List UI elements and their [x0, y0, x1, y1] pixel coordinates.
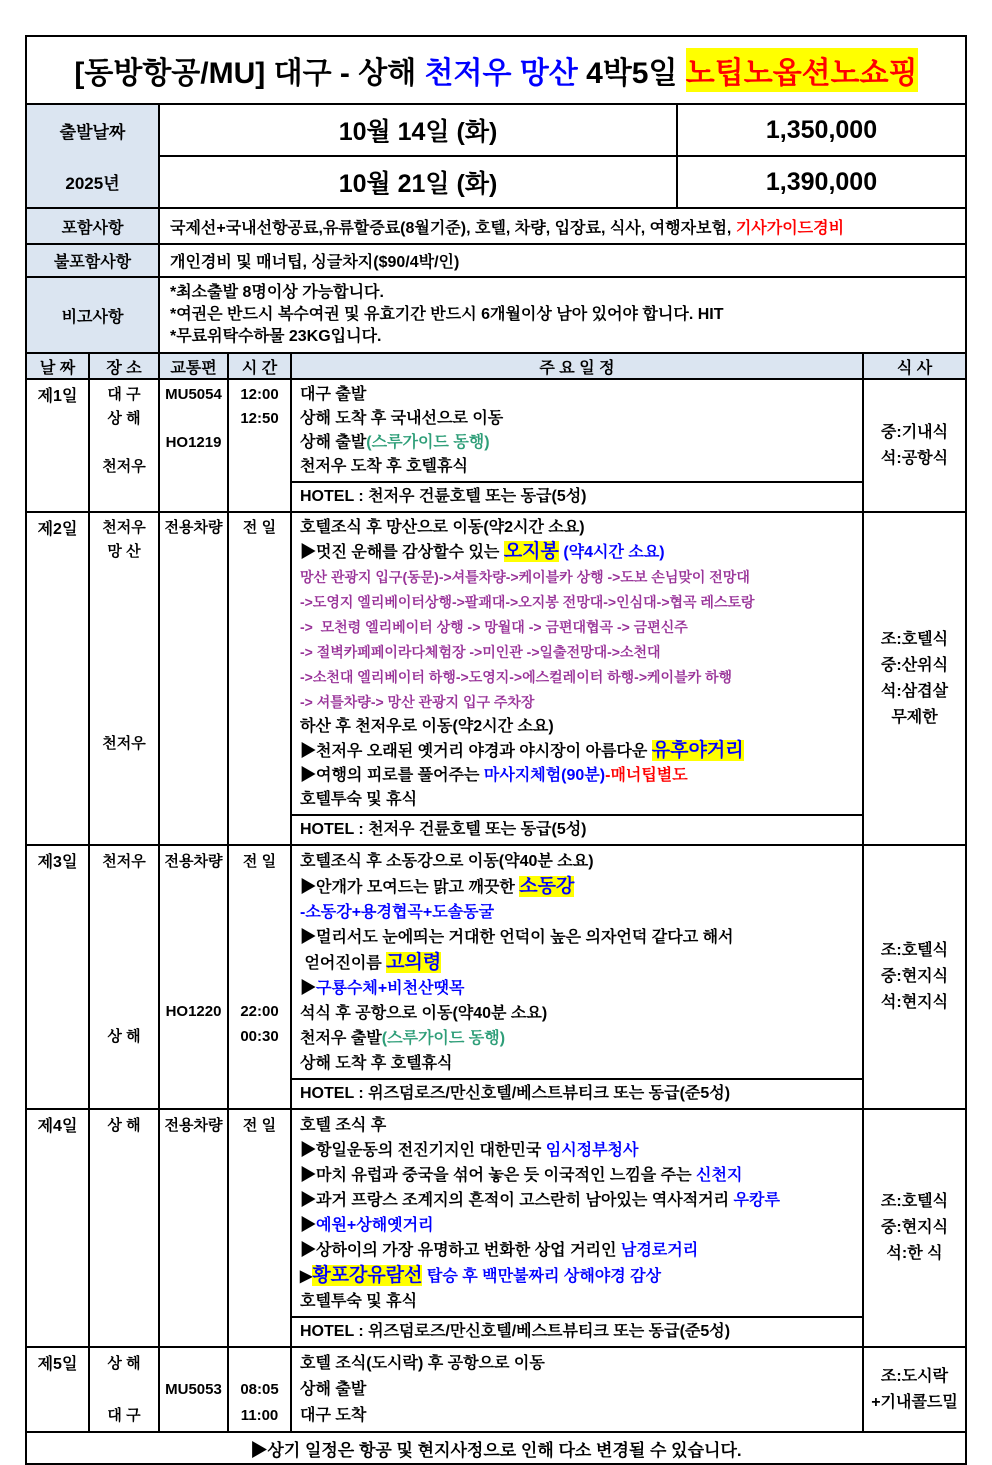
day-itinerary — [292, 846, 862, 1078]
departure-row — [160, 157, 965, 207]
cell-line: 11:00 — [240, 1407, 279, 1424]
cell-line: 조:호텔식 — [880, 630, 949, 648]
text-segment: -> 셔틀차량-> 망산 관광지 입구 주차장 — [300, 694, 535, 710]
itinerary-line — [300, 615, 862, 640]
day-meals — [864, 1348, 965, 1431]
cell-line: 22:00 — [240, 1003, 279, 1020]
itinerary-line — [300, 431, 862, 455]
day-label: 제1일 — [27, 380, 90, 511]
cell-line: 전용차량 — [164, 853, 223, 870]
day-itinerary-cell — [292, 1348, 864, 1431]
itinerary-line — [300, 1001, 862, 1026]
text-segment: 대구 출발 — [300, 386, 367, 403]
note-line: *여권은 반드시 복수여권 및 유효기간 반드시 6개월이상 남아 있어야 합니다. HIT — [170, 306, 724, 323]
itinerary-line — [300, 640, 862, 665]
day-meals — [864, 1110, 965, 1346]
day-itinerary — [292, 1348, 862, 1431]
departure-row — [160, 105, 965, 157]
cell-line: 조:호텔식 — [880, 942, 949, 959]
text-segment: 천저우 출발 — [300, 1030, 382, 1047]
itinerary-line — [300, 900, 862, 925]
text-segment: ▶멀리서도 눈에띄는 거대한 언덕이 높은 의자언덕 같다고 해서 — [300, 929, 734, 946]
itinerary-line — [300, 455, 862, 479]
itinerary-line — [300, 665, 862, 690]
day-itinerary-cell — [292, 380, 864, 511]
header-meals: 식 사 — [896, 359, 933, 377]
day-row-4 — [27, 1110, 965, 1348]
text-segment: ▶마치 유럽과 중국을 섞어 놓은 듯 이국적인 느낌을 주는 — [300, 1167, 697, 1184]
notes-label: 비고사항 — [27, 278, 160, 352]
text-segment: 신천지 — [696, 1167, 743, 1184]
text-segment: 상해 도착 후 국내선으로 이동 — [300, 410, 504, 427]
day-itinerary-cell — [292, 513, 864, 844]
cell-line — [90, 1377, 158, 1403]
cell-line — [90, 874, 158, 899]
cell-line: 전 일 — [242, 1117, 277, 1134]
text-segment: (스루가이드 동행) — [366, 434, 490, 451]
cell-line: 상 해 — [107, 1028, 141, 1045]
table-header — [27, 354, 965, 380]
text-segment: 천저우 망산 — [424, 57, 578, 90]
departure-date: 10월 21일 (화) — [160, 157, 678, 207]
departure-year: 2025년 — [65, 174, 120, 193]
text-segment: 노팁노옵션노쇼핑 — [686, 48, 918, 92]
cell-line: 천저우 — [102, 519, 146, 536]
cell-line — [90, 899, 158, 924]
included-row — [27, 209, 965, 245]
day-row-1 — [27, 380, 965, 513]
text-segment: ▶여행의 피로를 풀어주는 — [300, 767, 484, 784]
cell-line — [90, 924, 158, 949]
departure-label-cell — [27, 105, 160, 207]
text-segment: 얻어진이름 — [300, 955, 387, 972]
cell-line — [90, 949, 158, 974]
cell-line — [160, 1351, 227, 1377]
cell-line: 00:30 — [240, 1028, 279, 1045]
footer-note: ▶상기 일정은 항공 및 현지사정으로 인해 다소 변경될 수 있습니다. — [250, 1440, 742, 1460]
departure-label: 출발날짜 — [59, 123, 126, 142]
cell-line — [90, 999, 158, 1024]
cell-line: 08:05 — [240, 1381, 279, 1398]
day-meals — [864, 846, 965, 1108]
cell-line: MU5053 — [165, 1381, 222, 1398]
cell-line: MU5054 — [165, 386, 222, 403]
text-segment: 상해 출발 — [300, 1381, 367, 1398]
cell-line — [160, 974, 227, 999]
cell-line — [90, 431, 158, 455]
day-transport — [160, 1348, 229, 1431]
day-times — [229, 513, 292, 844]
note-line: *무료위탁수하물 23KG입니다. — [170, 328, 382, 345]
excluded-label: 불포함사항 — [27, 245, 160, 276]
text-segment: 황포강유람선 — [312, 1265, 423, 1286]
text-segment: ▶천저우 오래된 옛거리 야경과 야시장이 아름다운 — [300, 743, 652, 760]
day-hotel: HOTEL : 천저우 건륜호텔 또는 동급(5성) — [292, 814, 862, 844]
day-hotel: HOTEL : 위즈덤로즈/만신호텔/베스트뷰티크 또는 동급(준5성) — [292, 1316, 862, 1346]
text-segment: 상해 도착 후 호텔휴식 — [300, 1055, 453, 1072]
cell-line: 전 일 — [242, 853, 277, 870]
day-times — [229, 1348, 292, 1431]
excluded-content — [160, 245, 965, 276]
itinerary-line — [300, 788, 862, 812]
cell-line: 망 산 — [107, 543, 141, 560]
cell-line: 중:기내식 — [880, 423, 949, 441]
cell-line: 석:한 식 — [886, 1245, 943, 1262]
day-places — [90, 513, 160, 844]
cell-line: HO1219 — [165, 434, 222, 451]
cell-line — [160, 899, 227, 924]
cell-line — [160, 949, 227, 974]
itinerary-line — [300, 1351, 862, 1377]
text-segment: (스루가이드 동행) — [381, 1030, 506, 1047]
cell-line: 12:00 — [240, 386, 279, 403]
cell-line — [90, 564, 158, 588]
day-itinerary — [292, 380, 862, 481]
cell-line — [229, 924, 290, 949]
excluded-row — [27, 245, 965, 278]
text-segment: 우캉루 — [733, 1192, 780, 1209]
cell-line — [160, 407, 227, 431]
text-segment: -> 모천령 엘리베이터 상행 -> 망월대 -> 금편대협곡 -> 금편신주 — [300, 619, 688, 635]
day-times — [229, 380, 292, 511]
cell-line — [229, 1351, 290, 1377]
itinerary-line — [300, 976, 862, 1001]
included-content — [160, 209, 965, 243]
itinerary-line — [300, 925, 862, 950]
day-places — [90, 1110, 160, 1346]
itinerary-line — [300, 590, 862, 615]
text-segment: -매너팁별도 — [605, 767, 688, 784]
day-hotel: HOTEL : 천저우 건륜호텔 또는 동급(5성) — [292, 481, 862, 511]
text-segment: ▶ — [300, 980, 317, 997]
day-transport — [160, 846, 229, 1108]
text-segment: 호텔조식 후 망산으로 이동(약2시간 소요) — [300, 519, 585, 536]
text-segment: 호텔 조식 후 — [300, 1117, 387, 1134]
text-segment: 대구 도착 — [300, 1407, 367, 1424]
cell-line: 천저우 — [102, 853, 146, 870]
cell-line: 대 구 — [107, 1407, 141, 1424]
text-segment: 호텔조식 후 소동강으로 이동(약40분 소요) — [300, 853, 594, 870]
text-segment: 탑승 후 백만불짜리 상해야경 감상 — [422, 1268, 662, 1285]
text-segment: 망산 관광지 입구(동문)->셔틀차량->케이블카 상행 ->도보 손님맞이 전망대 — [300, 569, 750, 585]
itinerary-line — [300, 1403, 862, 1429]
day-row-2 — [27, 513, 965, 846]
text-segment: 구룡수체+비천산땟목 — [316, 980, 465, 997]
itinerary-line — [300, 1263, 862, 1289]
day-transport — [160, 380, 229, 511]
cell-line: 석:삼겹살 — [880, 682, 949, 700]
text-segment: -소동강+용경협곡+도솔동굴 — [300, 904, 495, 921]
day-label: 제2일 — [27, 513, 90, 844]
day-meals — [864, 380, 965, 511]
cell-line: 상 해 — [107, 1117, 141, 1134]
day-transport — [160, 1110, 229, 1346]
day-label: 제4일 — [27, 1110, 90, 1346]
cell-line — [90, 636, 158, 660]
cell-line: 상 해 — [107, 410, 141, 427]
cell-line — [90, 708, 158, 732]
cell-line: 대 구 — [107, 386, 141, 403]
itinerary-line — [300, 1213, 862, 1238]
text-segment: ▶안개가 모여드는 맑고 깨끗한 — [300, 879, 520, 896]
cell-line — [90, 588, 158, 612]
cell-line: +기내콜드밀 — [871, 1393, 958, 1411]
cell-line: HO1220 — [165, 1003, 222, 1020]
cell-line — [229, 974, 290, 999]
departure-rows — [160, 105, 965, 207]
text-segment: 호텔투숙 및 휴식 — [300, 791, 418, 808]
itinerary-line — [300, 874, 862, 900]
note-line: *최소출발 8명이상 가능합니다. — [170, 284, 384, 301]
itinerary-line — [300, 1138, 862, 1163]
itinerary-line — [300, 407, 862, 431]
text-segment: 고의령 — [386, 952, 442, 973]
text-segment: ▶과거 프랑스 조계지의 흔적이 고스란히 남아있는 역사적거리 — [300, 1192, 734, 1209]
header-place: 장 소 — [90, 354, 160, 378]
cell-line: 무제한 — [891, 708, 938, 726]
text-segment: ▶항일운동의 전진기지인 대한민국 — [300, 1142, 546, 1159]
cell-line: 천저우 — [102, 458, 146, 475]
cell-line: 중:산위식 — [880, 656, 949, 674]
day-places — [90, 1348, 160, 1431]
departure-schedule — [27, 105, 965, 209]
day-row-3 — [27, 846, 965, 1110]
text-segment: -> 절벽카페페이라다체험장 ->미인관 ->일출전망대->소천대 — [300, 644, 661, 660]
itinerary-line — [300, 764, 862, 788]
itinerary-line — [300, 715, 862, 739]
text-segment: ▶ — [300, 1217, 317, 1234]
cell-line: 석:현지식 — [880, 994, 949, 1011]
day-meals — [864, 513, 965, 844]
text-segment: 하산 후 천저우로 이동(약2시간 소요) — [300, 718, 554, 735]
day-row-5 — [27, 1348, 965, 1433]
itinerary-line — [300, 1377, 862, 1403]
text-segment: 소동강 — [519, 876, 575, 897]
itinerary-line — [300, 1026, 862, 1051]
cell-line: 전 일 — [242, 519, 277, 536]
notes-row — [27, 278, 965, 354]
cell-line: 중:현지식 — [880, 968, 949, 985]
cell-line: 상 해 — [107, 1355, 141, 1372]
cell-line: 조:도시락 — [880, 1367, 949, 1385]
text-segment: 유후야거리 — [651, 740, 744, 761]
cell-line — [90, 974, 158, 999]
itinerary-line — [300, 1289, 862, 1314]
cell-line — [90, 684, 158, 708]
text-segment: (약4시간 소요) — [558, 544, 665, 561]
itinerary-line — [300, 540, 862, 565]
itinerary-line — [300, 849, 862, 874]
departure-price: 1,350,000 — [765, 115, 878, 144]
itinerary-line — [300, 1238, 862, 1263]
header-time: 시 간 — [229, 354, 292, 378]
day-times — [229, 846, 292, 1108]
included-label: 포함사항 — [27, 209, 160, 243]
cell-line: 중:현지식 — [880, 1219, 949, 1236]
day-places — [90, 380, 160, 511]
cell-line: 전용차량 — [164, 1117, 223, 1134]
text-segment: 오지봉 — [503, 541, 559, 562]
text-segment: 천저우 도착 후 호텔휴식 — [300, 458, 468, 475]
itinerary-line — [300, 950, 862, 976]
day-label: 제5일 — [27, 1348, 90, 1431]
cell-line: 석:공항식 — [880, 449, 949, 467]
day-times — [229, 1110, 292, 1346]
cell-line — [90, 660, 158, 684]
text-segment: ▶멋진 운해를 감상할수 있는 — [300, 544, 504, 561]
cell-line — [229, 949, 290, 974]
itinerary-line — [300, 383, 862, 407]
day-transport — [160, 513, 229, 844]
cell-line: 천저우 — [102, 735, 146, 752]
cell-line — [229, 899, 290, 924]
text-segment: 임시정부청사 — [545, 1142, 639, 1159]
text-segment: 4박5일 — [577, 57, 686, 90]
text-segment: 남경로거리 — [620, 1242, 699, 1259]
text-segment: ->소천대 엘리베이터 하행->도영지->에스컬레이터 하행->케이블카 하행 — [300, 669, 733, 685]
header-transport: 교통편 — [160, 354, 229, 378]
day-itinerary — [292, 1110, 862, 1316]
itinerary-line — [300, 1163, 862, 1188]
cell-line — [160, 924, 227, 949]
itinerary-line — [300, 516, 862, 540]
day-places — [90, 846, 160, 1108]
departure-price: 1,390,000 — [765, 167, 878, 196]
header-date: 날 짜 — [27, 354, 90, 378]
text-segment: ->도영지 엘리베이터상행->팔괘대->오지봉 전망대->인심대->협곡 레스토랑 — [300, 594, 755, 610]
cell-line: 전용차량 — [164, 519, 223, 536]
cell-line — [90, 612, 158, 636]
itinerary-line — [300, 565, 862, 590]
cell-line — [229, 874, 290, 899]
cell-line: 12:50 — [240, 410, 279, 427]
itinerary-line — [300, 1113, 862, 1138]
text-segment: 석식 후 공항으로 이동(약40분 소요) — [300, 1005, 548, 1022]
text-segment: 마사지체험(90분) — [483, 767, 606, 784]
day-itinerary-cell — [292, 1110, 864, 1346]
text-segment: ▶상하이의 가장 유명하고 번화한 상업 거리인 — [300, 1242, 621, 1259]
itinerary-line — [300, 739, 862, 764]
text-segment: 호텔투숙 및 휴식 — [300, 1293, 418, 1310]
day-hotel: HOTEL : 위즈덤로즈/만신호텔/베스트뷰티크 또는 동급(준5성) — [292, 1078, 862, 1108]
text-segment: 상해 출발 — [300, 434, 367, 451]
text-segment: 기사가이드경비 — [735, 219, 845, 237]
text-segment: [동방항공/MU] 대구 - 상해 — [74, 57, 425, 90]
text-segment: 호텔 조식(도시락) 후 공항으로 이동 — [300, 1355, 545, 1372]
text-segment: 예원+상해옛거리 — [316, 1217, 434, 1234]
cell-line: 조:호텔식 — [880, 1193, 949, 1210]
page-title — [27, 37, 965, 105]
header-itinerary: 주 요 일 정 — [292, 354, 864, 378]
itinerary-line — [300, 1188, 862, 1213]
text-segment: 개인경비 및 매너팁, 싱글차지($90/4박/인) — [170, 254, 460, 271]
departure-date: 10월 14일 (화) — [160, 105, 678, 155]
day-itinerary-cell — [292, 846, 864, 1108]
day-itinerary — [292, 513, 862, 814]
notes-content — [160, 278, 965, 352]
cell-line — [160, 874, 227, 899]
day-label: 제3일 — [27, 846, 90, 1108]
itinerary-line — [300, 1051, 862, 1076]
itinerary-line — [300, 690, 862, 715]
text-segment: 국제선+국내선항공료,유류할증료(8월기준), 호텔, 차량, 입장료, 식사, 여행자보험, — [170, 219, 736, 237]
itinerary-document — [25, 35, 967, 1465]
text-segment: ▶ — [300, 1268, 313, 1285]
